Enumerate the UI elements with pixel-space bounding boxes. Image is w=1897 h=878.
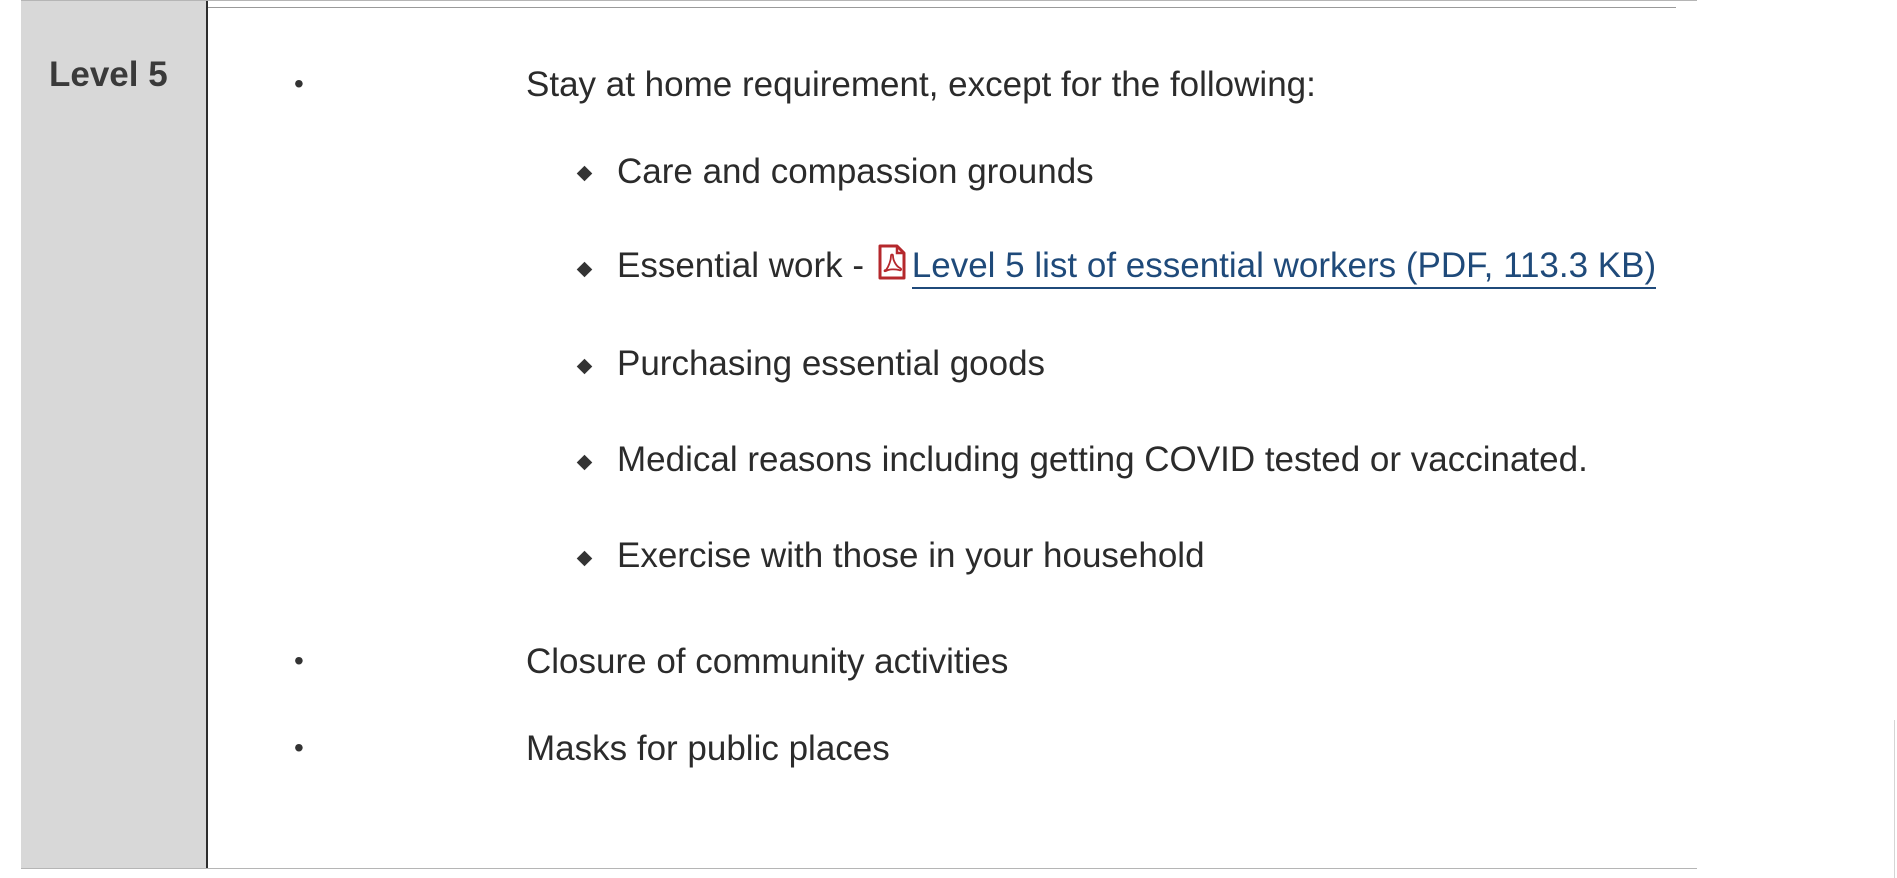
diamond-bullet-icon [577,359,593,375]
diamond-bullet-icon [577,262,593,278]
table-row [21,0,1697,869]
sub-list-item [617,244,1656,288]
bullet-icon: • [294,68,304,99]
sub-list-item: Exercise with those in your household [617,536,1205,575]
diamond-bullet-icon [577,551,593,567]
pdf-file-icon [878,244,906,280]
level-label: Level 5 [49,55,168,94]
sub-list-item: Care and compassion grounds [617,152,1094,191]
sub-list-item: Purchasing essential goods [617,344,1046,383]
requirements-cell [208,1,1697,868]
bullet-icon: • [294,732,304,763]
list-item: Stay at home requirement, except for the following: [526,65,1316,104]
list-item: Masks for public places [526,729,890,768]
diamond-bullet-icon [577,455,593,471]
essential-workers-pdf-link[interactable]: Level 5 list of essential workers (PDF, 113.3 KB) [912,246,1656,289]
list-item: Closure of community activities [526,642,1009,681]
level-label-cell [21,1,208,868]
essential-work-label: Essential work - [617,246,865,285]
bullet-icon: • [294,645,304,676]
diamond-bullet-icon [577,166,593,182]
sub-list-item: Medical reasons including getting COVID tested or vaccinated. [617,440,1588,479]
scrollbar-track[interactable] [1894,720,1895,878]
